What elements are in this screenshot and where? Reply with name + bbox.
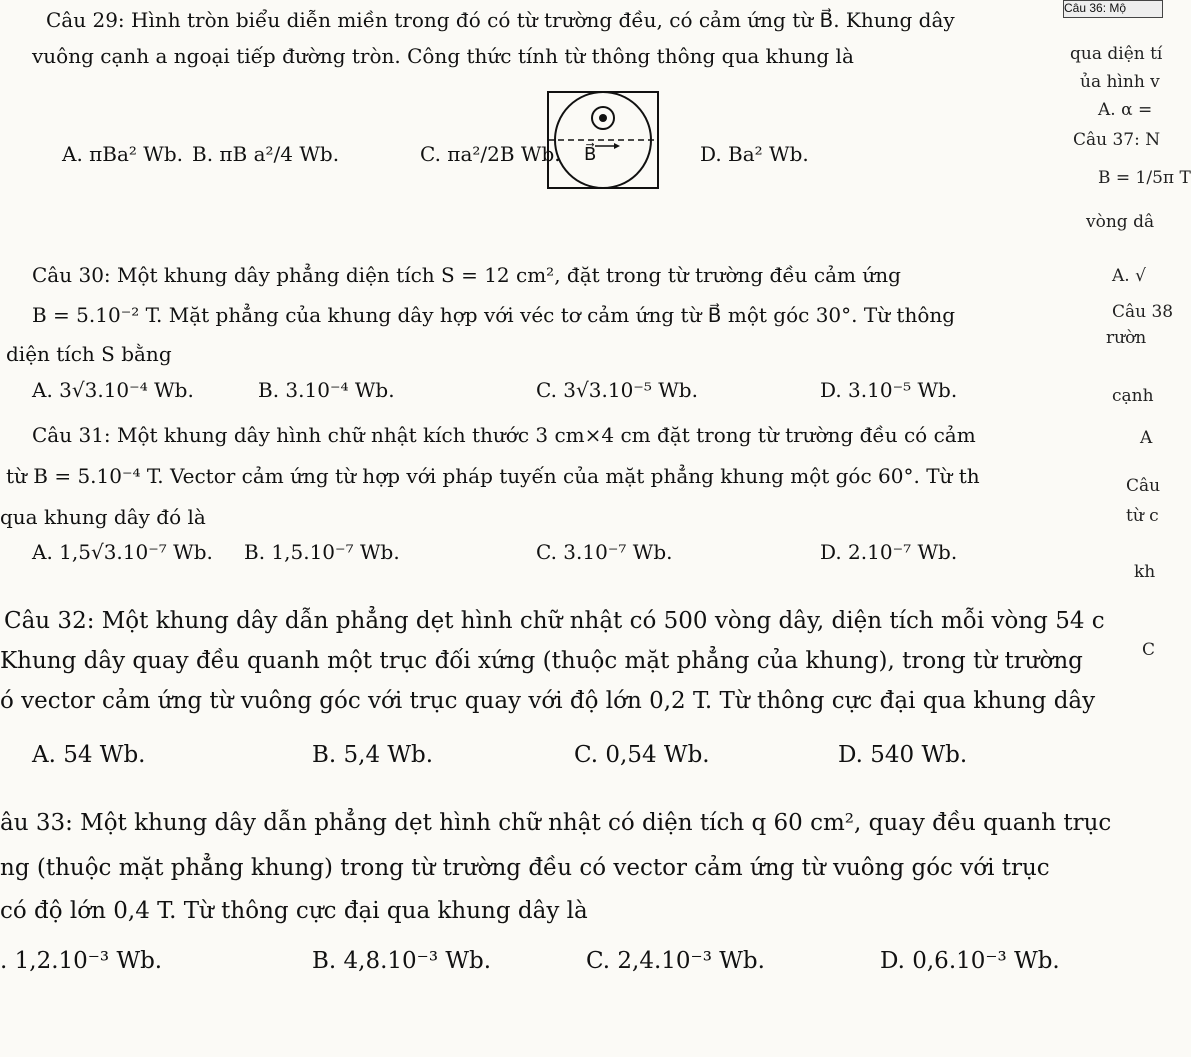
side-fragment-9: rườn <box>1106 328 1147 348</box>
side-fragment-4: Câu 37: N <box>1073 130 1161 150</box>
q33-option-b: B. 4,8.10⁻³ Wb. <box>312 948 492 974</box>
q30-line3: diện tích S bằng <box>6 342 172 366</box>
side-fragment-1: qua diện tí <box>1070 44 1163 64</box>
side-fragment-8: Câu 38 <box>1112 302 1174 322</box>
q29-option-a: A. πBa² Wb. <box>62 142 184 166</box>
q30-option-a: A. 3√3.10⁻⁴ Wb. <box>32 378 194 402</box>
q33-line1: âu 33: Một khung dây dẫn phẳng dẹt hình chữ nhật có diện tích q 60 cm², quay đều quanh trục <box>0 810 1112 836</box>
q31-line3: qua khung dây đó là <box>0 505 206 529</box>
q30-line1: Câu 30: Một khung dây phẳng diện tích S = 12 cm², đặt trong từ trường đều cảm ứng <box>32 263 901 287</box>
side-fragment-12: Câu <box>1126 476 1161 496</box>
side-fragment-10: cạnh <box>1112 386 1154 406</box>
q30-option-b: B. 3.10⁻⁴ Wb. <box>258 378 395 402</box>
q31-option-b: B. 1,5.10⁻⁷ Wb. <box>244 540 400 564</box>
q30-option-d: D. 3.10⁻⁵ Wb. <box>820 378 958 402</box>
q29-option-b: B. πB a²/4 Wb. <box>192 142 340 166</box>
corner-question-label: Câu 36: Mộ <box>1063 0 1163 18</box>
q33-line3: có độ lớn 0,4 T. Từ thông cực đại qua khung dây là <box>0 898 588 924</box>
q33-option-a: . 1,2.10⁻³ Wb. <box>0 948 163 974</box>
q32-option-d: D. 540 Wb. <box>838 742 968 768</box>
side-fragment-6: vòng dâ <box>1086 212 1155 232</box>
side-fragment-11: A <box>1140 428 1153 448</box>
q29-option-c: C. πa²/2B Wb. <box>420 142 561 166</box>
side-fragment-2: ủa hình v <box>1080 72 1160 92</box>
q29-option-d: D. Ba² Wb. <box>700 142 809 166</box>
q31-option-d: D. 2.10⁻⁷ Wb. <box>820 540 958 564</box>
side-fragment-13: từ c <box>1126 506 1159 526</box>
q29-line1: Câu 29: Hình tròn biểu diễn miền trong đó có từ trường đều, có cảm ứng từ B⃗. Khung dây <box>46 8 955 32</box>
q33-option-d: D. 0,6.10⁻³ Wb. <box>880 948 1060 974</box>
q32-option-c: C. 0,54 Wb. <box>574 742 710 768</box>
q33-option-c: C. 2,4.10⁻³ Wb. <box>586 948 765 974</box>
q31-option-a: A. 1,5√3.10⁻⁷ Wb. <box>32 540 213 564</box>
q30-option-c: C. 3√3.10⁻⁵ Wb. <box>536 378 698 402</box>
q30-line2: B = 5.10⁻² T. Mặt phẳng của khung dây hợp với véc tơ cảm ứng từ B⃗ một góc 30°. Từ thông <box>32 303 956 327</box>
q32-line1: Câu 32: Một khung dây dẫn phẳng dẹt hình chữ nhật có 500 vòng dây, diện tích mỗi vòng 54 c <box>4 608 1105 634</box>
magnetic-field-figure <box>540 90 660 190</box>
q33-line2: ng (thuộc mặt phẳng khung) trong từ trường đều có vector cảm ứng từ vuông góc với trục <box>0 855 1050 881</box>
side-fragment-5: B = 1/5π T <box>1098 168 1191 188</box>
q32-line3: ó vector cảm ứng từ vuông góc với trục quay với độ lớn 0,2 T. Từ thông cực đại qua khung dây <box>0 688 1096 714</box>
side-fragment-3: A. α = <box>1098 100 1153 120</box>
side-fragment-15: C <box>1142 640 1156 660</box>
side-fragment-7: A. √ <box>1112 266 1146 286</box>
q31-line2: từ B = 5.10⁻⁴ T. Vector cảm ứng từ hợp với pháp tuyến của mặt phẳng khung một góc 60°. Từ th <box>6 464 980 488</box>
q32-option-b: B. 5,4 Wb. <box>312 742 434 768</box>
q31-line1: Câu 31: Một khung dây hình chữ nhật kích thước 3 cm×4 cm đặt trong từ trường đều có cảm <box>32 423 976 447</box>
figure-b-label: B⃗ <box>584 144 597 164</box>
q29-line2: vuông cạnh a ngoại tiếp đường tròn. Công thức tính từ thông thông qua khung là <box>32 44 854 68</box>
q32-line2: Khung dây quay đều quanh một trục đối xứng (thuộc mặt phẳng của khung), trong từ trường <box>0 648 1083 674</box>
q31-option-c: C. 3.10⁻⁷ Wb. <box>536 540 673 564</box>
side-fragment-14: kh <box>1134 562 1156 582</box>
q32-option-a: A. 54 Wb. <box>32 742 146 768</box>
